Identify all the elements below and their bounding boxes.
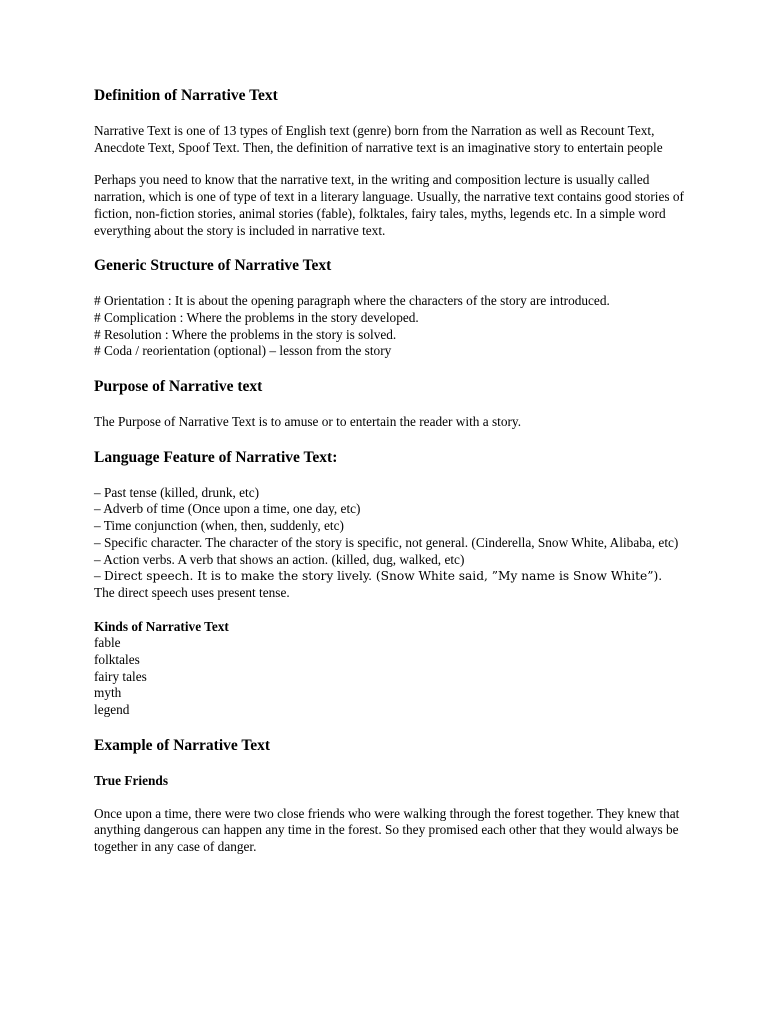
kinds-item-fable: fable (94, 635, 121, 651)
structure-item-orientation: # Orientation : It is about the opening paragraph where the characters of the story are introduced. (94, 293, 610, 309)
language-item-conjunction: – Time conjunction (when, then, suddenly, etc) (94, 518, 344, 534)
direct-speech-text: Direct speech. It is to make the story lively. (Snow White said, ”My name is Snow White”). (103, 569, 663, 584)
language-item-past-tense: – Past tense (killed, drunk, etc) (94, 484, 260, 500)
kinds-item-fairy-tales: fairy tales (94, 668, 147, 684)
structure-item-resolution: # Resolution : Where the problems in the story is solved. (94, 326, 397, 342)
language-item-action-verbs: – Action verbs. A verb that shows an action. (killed, dug, walked, etc) (94, 551, 465, 567)
kinds-section (94, 619, 694, 719)
kinds-heading: Kinds of Narrative Text (94, 618, 229, 634)
language-heading: Language Feature of Narrative Text: (94, 448, 338, 466)
structure-item-coda: # Coda / reorientation (optional) – lesson from the story (94, 343, 392, 359)
direct-speech-note: The direct speech uses present tense. (94, 584, 290, 600)
story-paragraph: Once upon a time, there were two close friends who were walking through the forest together. They knew that anything dangerous can happen any time in the forest. So they promised each other that they would always be together in any case of danger. (94, 805, 680, 854)
purpose-heading: Purpose of Narrative text (94, 378, 263, 396)
language-item-specific-character: – Specific character. The character of the story is specific, not general. (Cinderella, Snow White, Alibaba, etc) (94, 534, 679, 550)
kinds-item-legend: legend (94, 702, 130, 718)
direct-speech-dash: – (94, 568, 104, 584)
language-feature-list (94, 485, 694, 602)
example-heading: Example of Narrative Text (94, 736, 271, 754)
structure-item-complication: # Complication : Where the problems in the story developed. (94, 309, 419, 325)
definition-heading: Definition of Narrative Text (94, 87, 278, 104)
definition-paragraph-2: Perhaps you need to know that the narrative text, in the writing and composition lecture is usually called narration, which is one of type of text in a literary language. Usually, the narrative text contains good stories of fiction, non-fiction stories, animal stories (fable), folktales, fairy tales, myths, legends etc. In a simple word everything about the story is included in narrative text. (94, 172, 684, 238)
kinds-item-myth: myth (94, 685, 122, 701)
definition-paragraph-1: Narrative Text is one of 13 types of English text (genre) born from the Narration as well as Recount Text, Anecdote Text, Spoof Text. Then, the definition of narrative text is an imaginative story to entertain people (94, 123, 663, 155)
language-item-adverb: – Adverb of time (Once upon a time, one day, etc) (94, 501, 361, 517)
kinds-item-folktales: folktales (94, 652, 140, 668)
language-item-direct-speech (94, 568, 694, 585)
structure-heading: Generic Structure of Narrative Text (94, 257, 332, 275)
structure-list (94, 293, 694, 360)
story-title: True Friends (94, 772, 168, 788)
document-page (94, 86, 694, 856)
purpose-paragraph: The Purpose of Narrative Text is to amuse or to entertain the reader with a story. (94, 414, 522, 430)
